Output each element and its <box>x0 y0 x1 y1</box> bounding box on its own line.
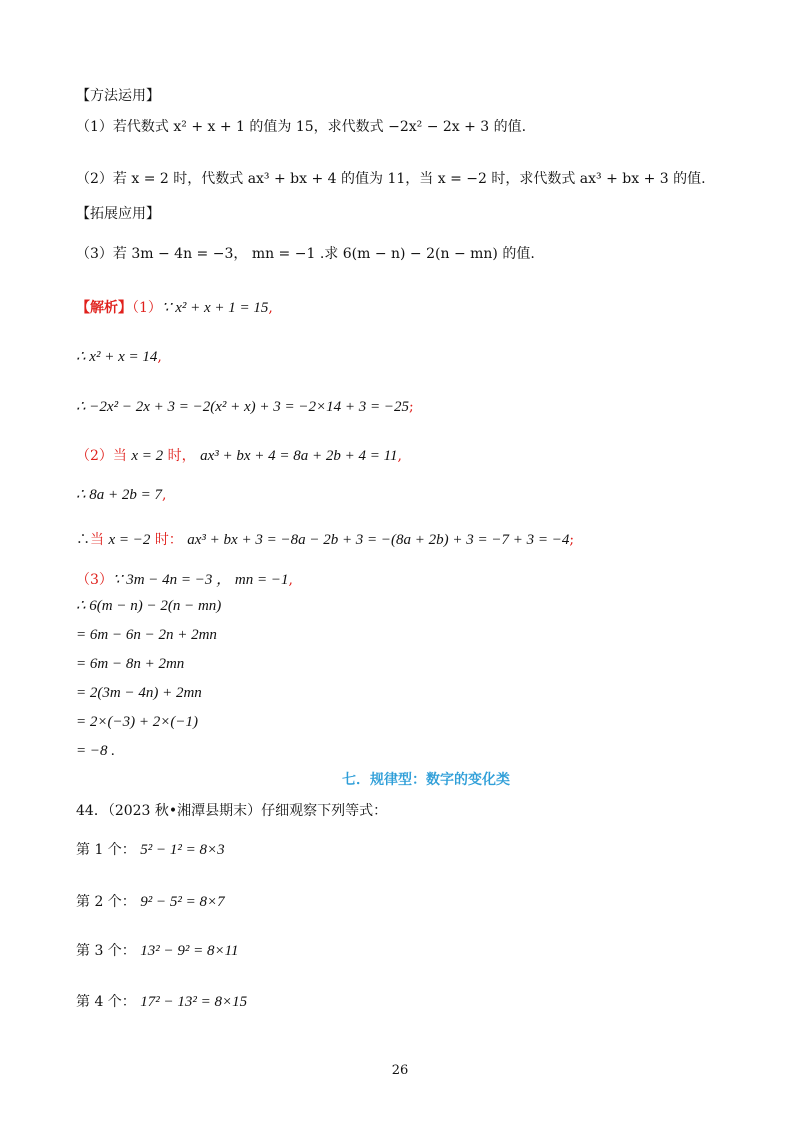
item-equation: 9² − 5² = 8×7 <box>140 894 225 910</box>
solution-1-step-c <box>76 397 414 417</box>
solution-2-step-b <box>76 485 167 505</box>
solution-3-step-c: = 6m − 6n − 2n + 2mn <box>76 627 217 643</box>
solution-2-dang: 当 <box>90 532 104 548</box>
solution-3-step-e: = 2(3m − 4n) + 2mn <box>76 685 202 701</box>
item-equation: 13² − 9² = 8×11 <box>140 943 239 959</box>
solution-2-line <box>76 446 402 466</box>
solution-2-c: ax³ + bx + 3 = −8a − 2b + 3 = −(8a + 2b) + 3 = −7 + 3 = −4 <box>187 532 570 548</box>
solution-2-b: ∴ 8a + 2b = 7 <box>76 487 163 503</box>
semicolon: ; <box>409 399 414 415</box>
method-heading: 【方法运用】 <box>76 88 160 104</box>
solution-3-step-g: = −8 . <box>76 743 115 759</box>
extension-heading: 【拓展应用】 <box>76 206 160 222</box>
item-equation: 5² − 1² = 8×3 <box>140 842 225 858</box>
comma: , <box>157 349 162 365</box>
comma: , <box>162 487 167 503</box>
comma: , <box>397 448 402 464</box>
sequence-item-1 <box>76 840 225 860</box>
solution-1-c: ∴ −2x² − 2x + 3 = −2(x² + x) + 3 = −2×14 + 3 = −25 <box>76 399 409 415</box>
solution-2-therefore: ∴ <box>76 532 90 548</box>
page-number: 26 <box>391 1063 409 1078</box>
solution-1-given: ∵ x² + x + 1 = 15 <box>161 300 269 316</box>
comma: , <box>288 572 293 588</box>
sequence-item-4 <box>76 992 247 1012</box>
comma: , <box>268 300 273 316</box>
solution-2-a: ax³ + bx + 4 = 8a + 2b + 4 = 11 <box>200 448 398 464</box>
solution-2-step-c <box>76 530 574 550</box>
question-1: （1）若代数式 x² + x + 1 的值为 15，求代数式 −2x² − 2x + 3 的值. <box>76 119 527 135</box>
solution-2-when: 时， <box>167 448 196 464</box>
solution-3-step-f: = 2×(−3) + 2×(−1) <box>76 714 198 730</box>
sequence-item-2 <box>76 892 225 912</box>
item-label: 第 2 个： <box>76 894 136 910</box>
solution-2-c-cond: x = −2 <box>108 532 151 548</box>
solution-label: 【解析】 <box>76 300 132 316</box>
solution-1-step-b <box>76 347 162 367</box>
solution-1-prefix: （1） <box>132 300 162 316</box>
sequence-item-3 <box>76 941 239 961</box>
item-label: 第 4 个： <box>76 994 136 1010</box>
item-label: 第 3 个： <box>76 943 136 959</box>
solution-1-line <box>76 298 273 318</box>
solution-2-cond: x = 2 <box>131 448 164 464</box>
solution-3-step-b: ∴ 6(m − n) − 2(n − mn) <box>76 598 222 614</box>
item-label: 第 1 个： <box>76 842 136 858</box>
solution-2-prefix: （2）当 <box>76 448 127 464</box>
semicolon: ; <box>569 532 575 548</box>
section-title: 七．规律型：数字的变化类 <box>342 772 510 788</box>
problem-44-intro: 44．（2023 秋•湘潭县期末）仔细观察下列等式： <box>76 803 388 819</box>
solution-3-prefix: （3） <box>76 572 113 588</box>
item-equation: 17² − 13² = 8×15 <box>140 994 248 1010</box>
solution-1-b: ∴ x² + x = 14 <box>76 349 158 365</box>
question-3: （3）若 3m − 4n = −3， mn = −1 .求 6(m − n) − 2(n − mn) 的值. <box>76 246 535 262</box>
solution-3-step-d: = 6m − 8n + 2mn <box>76 656 185 672</box>
solution-3-line <box>76 570 293 590</box>
question-2: （2）若 x = 2 时，代数式 ax³ + bx + 4 的值为 11，当 x = −2 时，求代数式 ax³ + bx + 3 的值. <box>76 171 706 187</box>
solution-3-a: ∵ 3m − 4n = −3 ， mn = −1 <box>112 572 289 588</box>
solution-2-c-when: 时： <box>154 532 183 548</box>
